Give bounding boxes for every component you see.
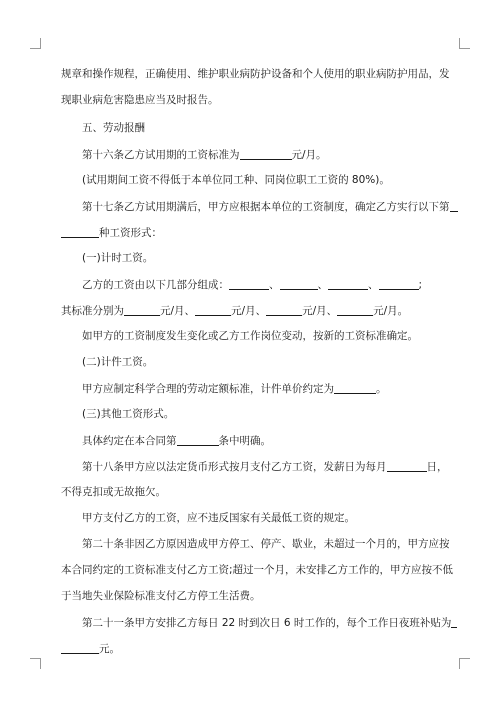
text-span: (二)计件工资。	[82, 356, 154, 368]
blank-field	[334, 382, 376, 394]
blank-field	[450, 200, 458, 212]
paragraph-line	[61, 590, 439, 603]
text-span: 五、劳动报酬	[82, 122, 145, 134]
article-16	[61, 148, 439, 162]
paragraph-line	[61, 564, 454, 577]
paragraph-line	[61, 512, 439, 525]
paragraph-line	[61, 304, 439, 318]
text-span: 。	[376, 383, 387, 395]
corner-mark-bottom-right	[459, 658, 470, 669]
text-span: 元/月、	[302, 305, 338, 317]
corner-mark-top-right	[459, 38, 470, 49]
text-span: 乙方的工资由以下几部分组成：	[82, 279, 229, 291]
blank-field	[61, 226, 99, 238]
blank-field	[195, 304, 231, 316]
text-span: 如甲方的工资制度发生变化或乙方工作岗位变动，按新的工资标准确定。	[82, 330, 418, 342]
subsection-heading	[61, 408, 439, 421]
text-span: 、	[368, 279, 379, 291]
blank-field	[337, 304, 373, 316]
text-span: 规章和操作规程，正确使用、维护职业病防护设备和个人使用的职业病防护用品，发	[61, 68, 450, 80]
text-span: 不得克扣或无故拖欠。	[61, 486, 166, 498]
text-span: 于当地失业保险标准支付乙方停工生活费。	[61, 590, 261, 602]
text-span: 元。	[99, 643, 120, 655]
paragraph-line	[61, 434, 439, 448]
text-span: (三)其他工资形式。	[82, 408, 175, 420]
text-span: 元/月。	[291, 149, 327, 161]
blank-field	[177, 434, 219, 446]
text-span: 第二十条非因乙方原因造成甲方停工、停产、歇业，未超过一个月的，甲方应按	[82, 538, 450, 550]
text-span: 元/月、	[160, 305, 196, 317]
blank-field	[328, 278, 368, 290]
text-span: 、	[317, 279, 328, 291]
text-span: 第二十一条甲方安排乙方每日 22 时到次日 6 时工作的，每个工作日夜班补贴为	[82, 617, 452, 629]
text-span: 甲方支付乙方的工资，应不违反国家有关最低工资的规定。	[82, 512, 355, 524]
blank-field	[124, 304, 160, 316]
text-span: 、	[269, 279, 280, 291]
text-span: 条中明确。	[218, 435, 271, 447]
paragraph-line	[61, 330, 439, 343]
blank-field	[280, 278, 318, 290]
text-span: 具体约定在本合同第	[82, 435, 177, 447]
text-span: (试用期间工资不得低于本单位同工种、同岗位职工工资的 80%)。	[82, 174, 390, 186]
text-span: 种工资形式：	[99, 227, 162, 239]
paragraph-line	[61, 174, 439, 187]
paragraph-line	[61, 642, 439, 656]
paragraph-line	[61, 94, 439, 107]
subsection-heading	[61, 252, 439, 265]
article-21	[61, 616, 452, 630]
blank-field	[240, 148, 292, 160]
text-span: 第十六条乙方试用期的工资标准为	[82, 149, 240, 161]
paragraph-line	[61, 486, 439, 499]
blank-field	[229, 278, 269, 290]
corner-mark-top-left	[30, 38, 41, 49]
blank-field	[451, 616, 457, 628]
blank-field	[379, 278, 419, 290]
subsection-heading	[61, 356, 439, 369]
paragraph-line	[61, 226, 439, 240]
text-span: 其标准分别为	[61, 305, 124, 317]
text-span: 日，	[426, 461, 448, 473]
text-span: 元/月、	[231, 305, 267, 317]
blank-field	[266, 304, 302, 316]
text-span: ;	[418, 279, 423, 291]
text-span: 甲方应制定科学合理的劳动定额标准，计件单价约定为	[82, 383, 334, 395]
text-span: 元/月。	[373, 305, 409, 317]
text-span: 现职业病危害隐患应当及时报告。	[61, 94, 219, 106]
paragraph-line	[61, 68, 450, 81]
text-span: 本合同约定的工资标准支付乙方工资;超过一个月，未安排乙方工作的，甲方应按不低	[61, 564, 454, 576]
blank-field	[387, 460, 427, 472]
article-17	[61, 200, 450, 214]
blank-field	[61, 642, 99, 654]
section-heading	[61, 122, 439, 135]
corner-mark-bottom-left	[30, 658, 41, 669]
text-span: 第十七条乙方试用期满后，甲方应根据本单位的工资制度，确定乙方实行以下第	[82, 201, 450, 213]
text-span: 第十八条甲方应以法定货币形式按月支付乙方工资，发薪日为每月	[82, 461, 387, 473]
paragraph-line	[61, 278, 439, 292]
text-span: (一)计时工资。	[82, 252, 154, 264]
article-18	[61, 460, 448, 474]
article-20	[61, 538, 450, 551]
paragraph-line	[61, 382, 439, 396]
